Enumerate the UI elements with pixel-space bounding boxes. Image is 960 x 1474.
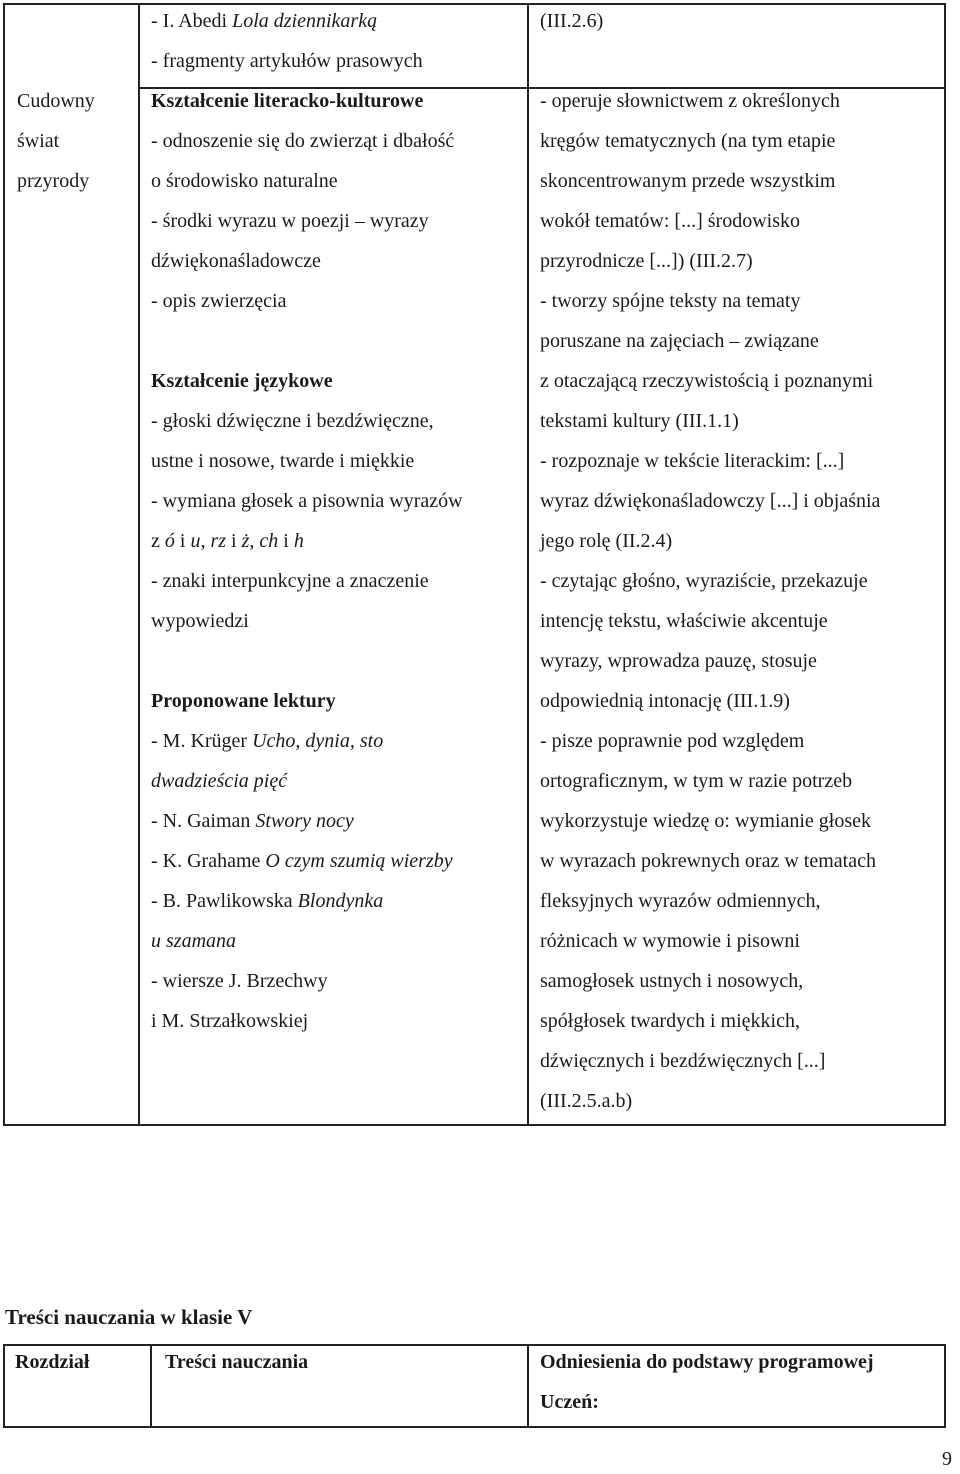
reference-line <box>540 201 880 241</box>
text-segment: (III.2.5.a.b) <box>540 1090 633 1112</box>
text-segment: u szamana <box>151 930 237 952</box>
text-segment: wokół tematów: [...] środowisko <box>540 210 800 232</box>
content-line <box>151 761 463 801</box>
content-line <box>151 721 463 761</box>
reference-line <box>540 321 880 361</box>
reference-line <box>540 1041 880 1081</box>
text-segment: - znaki interpunkcyjne a znaczenie <box>151 570 429 592</box>
header-chapter-cell <box>15 1342 89 1382</box>
content-line <box>151 881 463 921</box>
chapter-cell <box>17 81 95 201</box>
content-line <box>151 921 463 961</box>
text-segment: Ucho, dynia, sto <box>252 730 384 752</box>
reference-line <box>540 841 880 881</box>
text-segment: Lola dziennikarką <box>232 10 378 32</box>
text-segment: dwadzieścia pięć <box>151 770 288 792</box>
reference-line <box>540 561 880 601</box>
column-divider <box>527 1346 529 1426</box>
column-divider <box>527 5 529 1124</box>
text-segment: - czytając głośno, wyraziście, przekazuje <box>540 570 868 592</box>
text-segment: - środki wyrazu w poezji – wyrazy <box>151 210 429 232</box>
row1-content-cell <box>151 81 463 1041</box>
reference-line <box>540 881 880 921</box>
column-divider <box>138 5 140 1124</box>
header-content: Treści nauczania <box>165 1351 309 1373</box>
text-segment: Proponowane lektury <box>151 690 336 712</box>
row0-content-cell <box>151 1 423 81</box>
reference-line <box>540 281 880 321</box>
header-reference-line: Odniesienia do podstawy programowej <box>540 1351 874 1373</box>
text-segment: wyraz dźwiękonaśladowczy [...] i objaśnia <box>540 490 881 512</box>
curriculum-table <box>3 3 946 1126</box>
content-line <box>151 481 463 521</box>
content-line <box>151 361 463 401</box>
reference-line <box>540 801 880 841</box>
text-segment: - odnoszenie się do zwierząt i dbałość <box>151 130 455 152</box>
text-segment: o środowisko naturalne <box>151 170 338 192</box>
text-segment: ortograficznym, w tym w razie potrzeb <box>540 770 853 792</box>
content-line <box>151 561 463 601</box>
text-segment: , <box>249 530 260 552</box>
text-segment: ż <box>241 530 250 552</box>
content-line <box>151 121 463 161</box>
header-chapter: Rozdział <box>15 1351 90 1373</box>
reference-line <box>540 761 880 801</box>
text-segment: intencję tekstu, właściwie akcentuje <box>540 610 828 632</box>
content-line <box>151 241 463 281</box>
text-segment: O czym szumią wierzby <box>265 850 453 872</box>
reference-line <box>540 481 880 521</box>
content-line <box>151 1 423 41</box>
header-content-cell <box>165 1342 308 1382</box>
text-segment: (III.2.6) <box>540 10 604 32</box>
content-line <box>151 801 463 841</box>
content-line <box>151 201 463 241</box>
text-segment: Blondynka <box>297 890 384 912</box>
reference-line <box>540 401 880 441</box>
header-reference-cell <box>540 1342 874 1422</box>
text-segment: - opis zwierzęcia <box>151 290 287 312</box>
header-reference-line: Uczeń: <box>540 1391 599 1413</box>
text-segment: z otaczającą rzeczywistością i poznanymi <box>540 370 874 392</box>
reference-line <box>540 1 603 41</box>
reference-line <box>540 1001 880 1041</box>
text-segment: wyrazy, wprowadza pauzę, stosuje <box>540 650 817 672</box>
content-line <box>151 681 463 721</box>
text-segment: odpowiednią intonację (III.1.9) <box>540 690 790 712</box>
text-segment: - N. Gaiman <box>151 810 256 832</box>
content-line <box>151 321 463 361</box>
text-segment: fleksyjnych wyrazów odmiennych, <box>540 890 821 912</box>
header-table <box>3 1344 946 1428</box>
text-segment: - tworzy spójne teksty na tematy <box>540 290 801 312</box>
reference-line <box>540 121 880 161</box>
text-segment: - fragmenty artykułów prasowych <box>151 50 423 72</box>
text-segment: Kształcenie językowe <box>151 370 333 392</box>
content-line <box>151 641 463 681</box>
page-number: 9 <box>942 1448 952 1470</box>
section-heading: Treści nauczania w klasie V <box>5 1305 253 1329</box>
text-segment: - wiersze J. Brzechwy <box>151 970 328 992</box>
text-segment: samogłosek ustnych i nosowych, <box>540 970 804 992</box>
reference-line <box>540 361 880 401</box>
text-segment: poruszane na zajęciach – związane <box>540 330 819 352</box>
text-segment: i M. Strzałkowskiej <box>151 1010 309 1032</box>
reference-line <box>540 441 880 481</box>
text-segment: u <box>190 530 201 552</box>
reference-line <box>540 641 880 681</box>
content-line <box>151 161 463 201</box>
reference-line <box>540 81 880 121</box>
text-segment: - wymiana głosek a pisownia wyrazów <box>151 490 463 512</box>
text-segment: - I. Abedi <box>151 10 233 32</box>
column-divider <box>150 1346 152 1426</box>
content-line <box>151 281 463 321</box>
text-segment: i <box>226 530 242 552</box>
content-line <box>151 441 463 481</box>
reference-line <box>540 721 880 761</box>
text-segment: Kształcenie literacko-kulturowe <box>151 90 424 112</box>
reference-line <box>540 161 880 201</box>
text-segment: i <box>278 530 294 552</box>
text-segment: i <box>174 530 191 552</box>
text-segment: różnicach w wymowie i pisowni <box>540 930 800 952</box>
text-segment: - operuje słownictwem z określonych <box>540 90 840 112</box>
reference-line <box>540 921 880 961</box>
content-line <box>151 521 463 561</box>
chapter-line: przyrody <box>17 170 90 192</box>
text-segment: wypowiedzi <box>151 610 249 632</box>
text-segment: tekstami kultury (III.1.1) <box>540 410 739 432</box>
text-segment: kręgów tematycznych (na tym etapie <box>540 130 836 152</box>
reference-line <box>540 241 880 281</box>
text-segment: dźwiękonaśladowcze <box>151 250 321 272</box>
text-segment: skoncentrowanym przede wszystkim <box>540 170 836 192</box>
text-segment: wykorzystuje wiedzę o: wymianie głosek <box>540 810 872 832</box>
text-segment: - K. Grahame <box>151 850 266 872</box>
text-segment: ó <box>164 530 175 552</box>
text-segment: - rozpoznaje w tekście literackim: [...] <box>540 450 845 472</box>
text-segment: - M. Krüger <box>151 730 253 752</box>
text-segment: h <box>293 530 304 552</box>
text-segment: z <box>151 530 165 552</box>
row0-reference-cell <box>540 1 603 41</box>
text-segment: rz <box>210 530 227 552</box>
text-segment: jego rolę (II.2.4) <box>540 530 673 552</box>
content-line <box>151 1001 463 1041</box>
reference-line <box>540 601 880 641</box>
text-segment: przyrodnicze [...]) (III.2.7) <box>540 250 753 272</box>
text-segment: - głoski dźwięczne i bezdźwięczne, <box>151 410 434 432</box>
reference-line <box>540 1081 880 1121</box>
content-line <box>151 41 423 81</box>
row1-reference-cell <box>540 81 880 1121</box>
text-segment: - B. Pawlikowska <box>151 890 298 912</box>
text-segment: ch <box>259 530 279 552</box>
content-line <box>151 841 463 881</box>
content-line <box>151 81 463 121</box>
chapter-line: Cudowny <box>17 90 95 112</box>
content-line <box>151 601 463 641</box>
content-line <box>151 961 463 1001</box>
reference-line <box>540 681 880 721</box>
text-segment: Stwory nocy <box>255 810 354 832</box>
reference-line <box>540 521 880 561</box>
text-segment: dźwięcznych i bezdźwięcznych [...] <box>540 1050 826 1072</box>
text-segment: , <box>200 530 211 552</box>
text-segment: spółgłosek twardych i miękkich, <box>540 1010 800 1032</box>
text-segment: ustne i nosowe, twarde i miękkie <box>151 450 415 472</box>
chapter-line: świat <box>17 130 60 152</box>
reference-line <box>540 961 880 1001</box>
content-line <box>151 401 463 441</box>
text-segment: - pisze poprawnie pod względem <box>540 730 805 752</box>
text-segment: w wyrazach pokrewnych oraz w tematach <box>540 850 876 872</box>
